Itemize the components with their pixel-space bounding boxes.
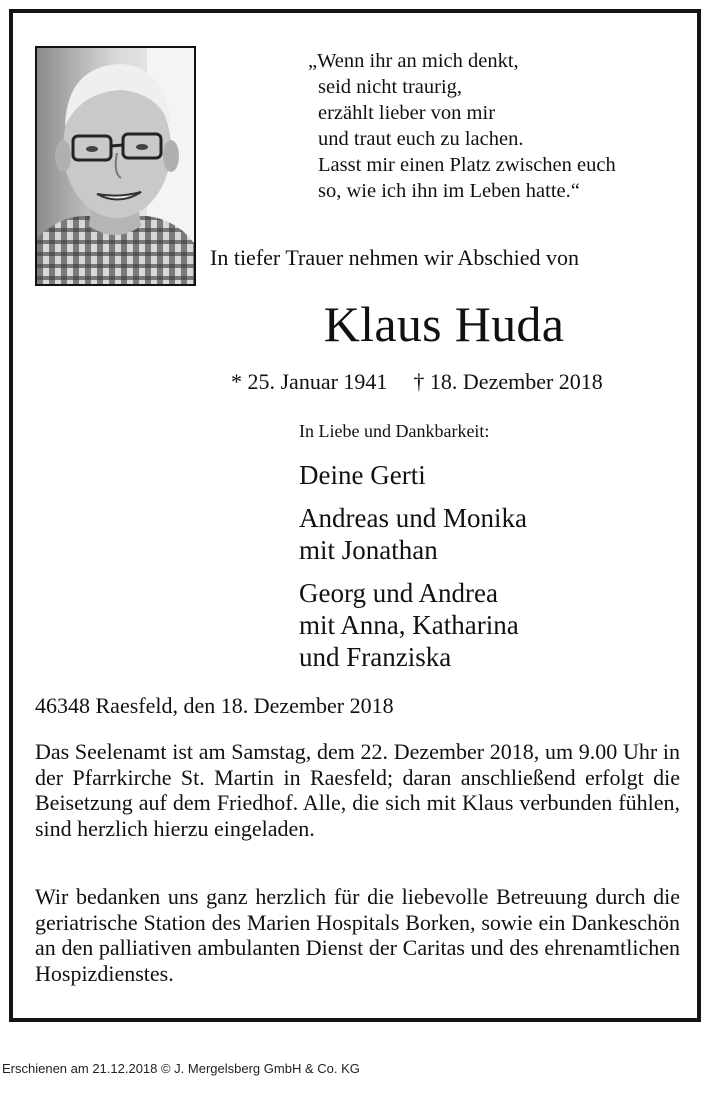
poem — [308, 48, 616, 204]
poem-line: seid nicht traurig, — [318, 76, 463, 98]
portrait-icon — [37, 48, 194, 284]
mourner-line: und Franziska — [299, 642, 452, 672]
place-and-date: 46348 Raesfeld, den 18. Dezember 2018 — [35, 693, 394, 718]
poem-line: Lasst mir einen Platz zwischen euch — [318, 154, 616, 176]
life-dates — [231, 369, 603, 395]
poem-line: erzählt lieber von mir — [318, 102, 496, 124]
funeral-service-paragraph: Das Seelenamt ist am Samstag, dem 22. Dezember 2018, um 9.00 Uhr in der Pfarrkirche St. Martin in Raesfeld; daran anschließend erfolgt die Beisetzung auf dem Friedhof. Alle, die sich mit Klaus verbunden fühlen, sind herzlich hierzu eingeladen. — [35, 739, 680, 841]
mourner-group — [299, 577, 527, 673]
mourner-line: Deine Gerti — [299, 460, 426, 490]
obituary-notice — [9, 9, 701, 1022]
poem-line: und traut euch zu lachen. — [318, 128, 524, 150]
mourner-group — [299, 502, 527, 566]
deceased-name: Klaus Huda — [323, 296, 565, 352]
mourners-list — [299, 459, 527, 684]
poem-line: „Wenn ihr an mich denkt, — [308, 50, 519, 72]
poem-line: so, wie ich ihn im Leben hatte.“ — [318, 180, 580, 202]
mourning-intro: In tiefer Trauer nehmen wir Abschied von — [210, 245, 580, 270]
portrait-photo — [35, 46, 196, 286]
mourner-line: mit Anna, Katharina — [299, 610, 519, 640]
mourner-group — [299, 459, 527, 491]
thanks-paragraph: Wir bedanken uns ganz herzlich für die liebevolle Betreuung durch die geriatrische Station des Marien Hospitals Borken, sowie ein Dankeschön an den palliativen ambulanten Dienst der Caritas und des ehrenamtlichen Hospizdienstes. — [35, 884, 680, 986]
birth-date: * 25. Januar 1941 — [231, 369, 388, 394]
thanks-label: In Liebe und Dankbarkeit: — [299, 421, 490, 441]
publication-footer: Erschienen am 21.12.2018 © J. Mergelsberg GmbH & Co. KG — [2, 1061, 360, 1076]
mourner-line: Andreas und Monika — [299, 503, 527, 533]
death-date: † 18. Dezember 2018 — [413, 369, 603, 394]
mourner-line: Georg und Andrea — [299, 578, 498, 608]
mourner-line: mit Jonathan — [299, 535, 438, 565]
